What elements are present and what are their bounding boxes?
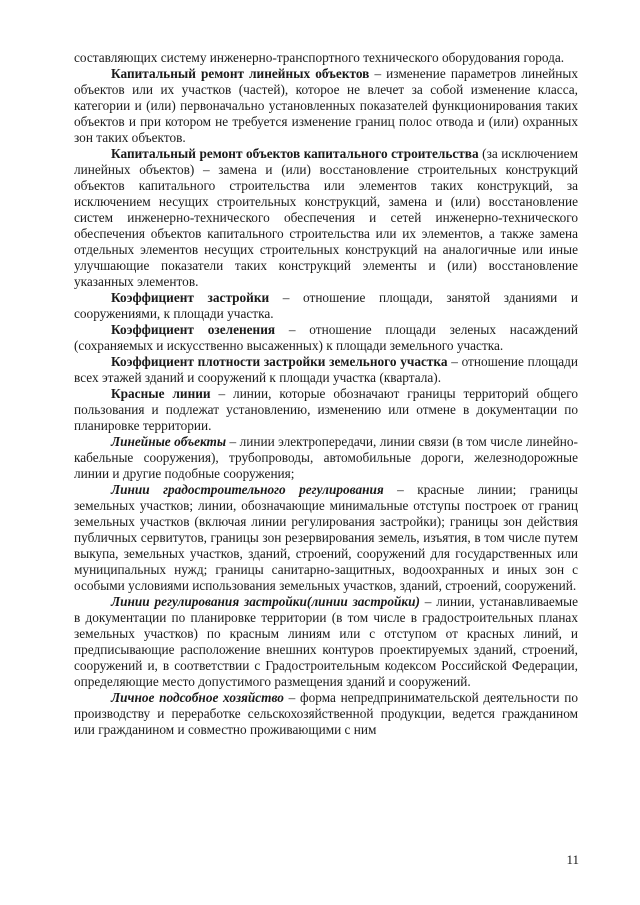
- definition-red-lines: [74, 386, 578, 434]
- definition-text: – изменение параметров линейных объектов или их участков (частей), которое не влечет за собой изменение класса, категории и (или) первоначально установленных показателей функционирования таких объектов и при котором не требуется изменение границ полос отвода и (или) охранных зон таких объектов.: [74, 66, 578, 145]
- paragraph-continuation: [74, 50, 578, 66]
- definition-term: Личное подсобное хозяйство: [111, 690, 284, 705]
- definition-text: – красные линии; границы земельных участков; линии, обозначающие минимальные отступы построек от границ земельных участков (включая линии регулирования застройки); границы зон действия публичных сервитутов, границы зон резервирования земель, изъятия, в том числе путем выкупа, земельных участков, зданий, строений, сооружений для государственных или муниципальных нужд; границы санитарно-защитных, водоохранных и иных зон с особыми условиями использования земельных участков, зданий, строений, сооружений.: [74, 482, 578, 593]
- definition-text: – линии, устанавливаемые в документации по планировке территории (в том числе в градостроительных планах земельных участков) по красным линиям или с отступом от красных линий, и предписывающие расположение внешних контуров проектируемых зданий, строений, сооружений и, в соответствии с Градостроительным кодексом Российской Федерации, определяющие место допустимого размещения зданий и сооружений.: [74, 594, 578, 689]
- definition-urban-regulation-lines: [74, 482, 578, 594]
- definition-text: – форма непредпринимательской деятельности по производству и переработке сельскохозяйственной продукции, ведется гражданином или гражданином и совместно проживающими с ним: [74, 690, 578, 737]
- definition-term: Коэффициент застройки: [111, 290, 270, 305]
- definition-term: Красные линии: [111, 386, 211, 401]
- definition-capital-repair-linear: [74, 66, 578, 146]
- definition-term: Коэффициент плотности застройки земельного участка: [111, 354, 448, 369]
- definition-text: – отношение площади зеленых насаждений (сохраняемых и искусственно высаженных) к площади земельного участка.: [74, 322, 578, 353]
- definition-building-lines: [74, 594, 578, 690]
- page-number: 11: [566, 852, 579, 867]
- definition-density-coefficient: [74, 354, 578, 386]
- definition-text: – отношение площади всех этажей зданий и сооружений к площади участка (квартала).: [74, 354, 579, 385]
- definition-term: Линии регулирования застройки(линии застройки): [111, 594, 420, 609]
- definition-building-coefficient: [74, 290, 578, 322]
- definition-term: Капитальный ремонт линейных объектов: [111, 66, 370, 81]
- definition-greening-coefficient: [74, 322, 578, 354]
- document-body: [74, 50, 578, 738]
- paragraph-text: составляющих систему инженерно-транспортного технического оборудования города.: [74, 50, 565, 65]
- definition-term: Линии градостроительного регулирования: [111, 482, 384, 497]
- definition-linear-objects: [74, 434, 578, 482]
- definition-term: Коэффициент озеленения: [111, 322, 276, 337]
- definition-term: Капитальный ремонт объектов капитального строительства: [111, 146, 479, 161]
- definition-text: (за исключением линейных объектов) – замена и (или) восстановление строительных конструкций объектов капитального строительства или элементов таких конструкций, за исключением несущих строительных конструкций, замена и (или) восстановление систем инженерно-технического обеспечения и сетей инженерно-технического обеспечения объектов капитального строительства или их элементов, а также замена отдельных элементов несущих строительных конструкций на аналогичные или иные улучшающие показатели таких конструкций элементы и (или) восстановление указанных элементов.: [74, 146, 578, 289]
- definition-personal-farming: [74, 690, 578, 738]
- definition-term: Линейные объекты: [111, 434, 227, 449]
- definition-text: – отношение площади, занятой зданиями и сооружениями, к площади участка.: [74, 290, 578, 321]
- definition-capital-repair-construction: [74, 146, 578, 290]
- definition-text: – линии, которые обозначают границы территорий общего пользования и подлежат установлению, изменению или отмене в документации по планировке территории.: [74, 386, 578, 433]
- definition-text: – линии электропередачи, линии связи (в том числе линейно-кабельные сооружения), трубопроводы, автомобильные дороги, железнодорожные линии и другие подобные сооружения;: [74, 434, 578, 481]
